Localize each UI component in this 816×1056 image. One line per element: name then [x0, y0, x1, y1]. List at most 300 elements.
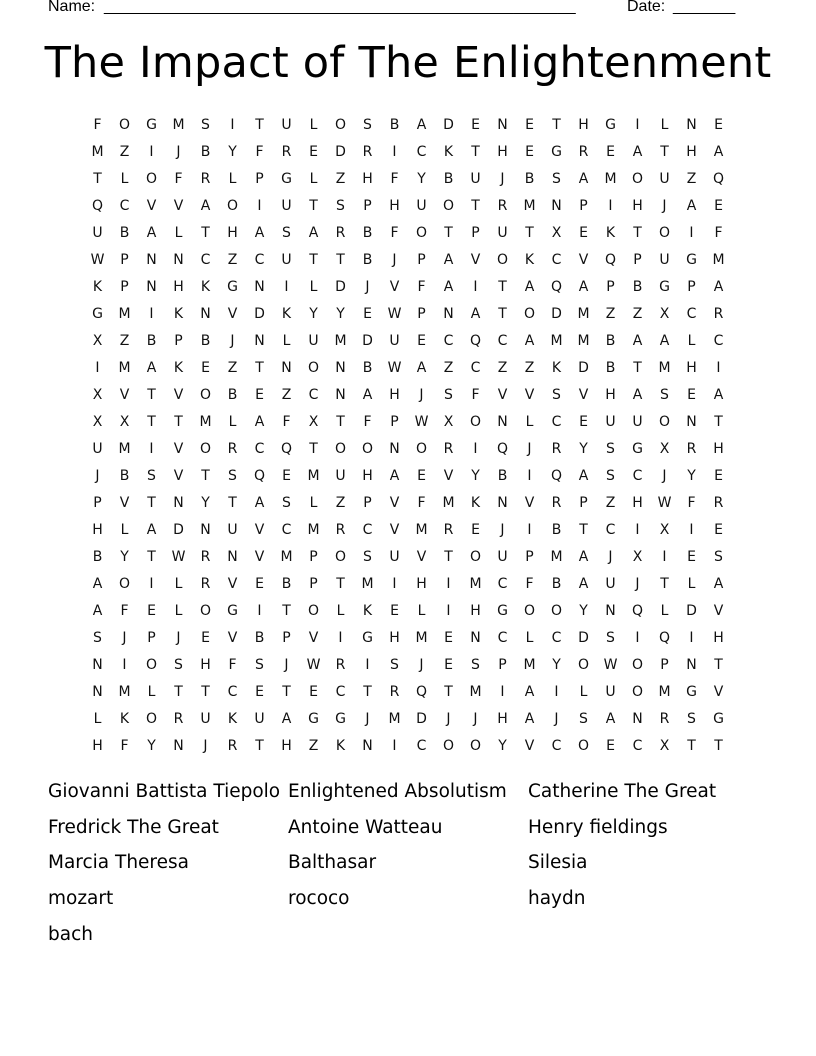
- grid-letter[interactable]: M: [658, 359, 671, 376]
- grid-letter[interactable]: L: [147, 683, 156, 700]
- grid-letter[interactable]: T: [147, 548, 156, 565]
- grid-letter[interactable]: O: [415, 440, 428, 457]
- grid-letter[interactable]: R: [173, 710, 184, 727]
- grid-letter[interactable]: R: [227, 440, 238, 457]
- grid-letter[interactable]: J: [176, 629, 181, 646]
- grid-letter[interactable]: H: [362, 170, 373, 187]
- grid-letter[interactable]: H: [632, 197, 643, 214]
- grid-letter[interactable]: R: [497, 197, 508, 214]
- grid-letter[interactable]: E: [714, 197, 723, 214]
- grid-letter[interactable]: X: [119, 413, 130, 430]
- grid-letter[interactable]: R: [713, 305, 724, 322]
- grid-letter[interactable]: R: [578, 143, 589, 160]
- grid-letter[interactable]: N: [146, 251, 157, 268]
- grid-letter[interactable]: G: [146, 116, 157, 133]
- grid-letter[interactable]: N: [281, 359, 292, 376]
- grid-letter[interactable]: O: [145, 656, 158, 673]
- grid-letter[interactable]: V: [713, 602, 724, 619]
- grid-letter[interactable]: N: [686, 413, 697, 430]
- grid-letter[interactable]: M: [604, 170, 617, 187]
- grid-letter[interactable]: P: [363, 494, 372, 511]
- grid-letter[interactable]: E: [525, 143, 534, 160]
- grid-letter[interactable]: O: [631, 170, 644, 187]
- grid-letter[interactable]: A: [146, 359, 157, 376]
- grid-letter[interactable]: X: [308, 413, 319, 430]
- grid-letter[interactable]: I: [392, 143, 397, 160]
- grid-letter[interactable]: B: [146, 332, 157, 349]
- grid-letter[interactable]: I: [392, 737, 397, 754]
- grid-letter[interactable]: U: [605, 683, 616, 700]
- grid-letter[interactable]: O: [118, 575, 131, 592]
- grid-letter[interactable]: D: [443, 116, 454, 133]
- grid-letter[interactable]: O: [118, 116, 131, 133]
- grid-letter[interactable]: C: [308, 386, 319, 403]
- grid-letter[interactable]: S: [282, 224, 291, 241]
- grid-letter[interactable]: I: [257, 602, 262, 619]
- grid-letter[interactable]: X: [92, 332, 103, 349]
- grid-letter[interactable]: O: [199, 386, 212, 403]
- grid-letter[interactable]: T: [552, 116, 561, 133]
- grid-letter[interactable]: N: [227, 548, 238, 565]
- grid-letter[interactable]: T: [498, 278, 507, 295]
- grid-letter[interactable]: T: [174, 683, 183, 700]
- grid-letter[interactable]: I: [365, 656, 370, 673]
- grid-letter[interactable]: M: [523, 656, 536, 673]
- grid-letter[interactable]: K: [551, 359, 562, 376]
- grid-letter[interactable]: E: [309, 683, 318, 700]
- grid-letter[interactable]: G: [632, 440, 643, 457]
- grid-letter[interactable]: G: [281, 170, 292, 187]
- grid-letter[interactable]: O: [145, 710, 158, 727]
- grid-letter[interactable]: I: [716, 359, 721, 376]
- grid-letter[interactable]: D: [416, 710, 427, 727]
- grid-letter[interactable]: P: [633, 251, 642, 268]
- grid-letter[interactable]: L: [687, 332, 696, 349]
- grid-letter[interactable]: G: [362, 629, 373, 646]
- grid-letter[interactable]: I: [257, 197, 262, 214]
- grid-letter[interactable]: H: [497, 143, 508, 160]
- grid-letter[interactable]: L: [660, 602, 669, 619]
- grid-letter[interactable]: D: [551, 305, 562, 322]
- grid-letter[interactable]: M: [361, 575, 374, 592]
- grid-letter[interactable]: L: [174, 575, 183, 592]
- grid-letter[interactable]: T: [633, 359, 642, 376]
- grid-letter[interactable]: Z: [605, 494, 616, 511]
- grid-letter[interactable]: L: [282, 332, 291, 349]
- grid-letter[interactable]: V: [173, 386, 184, 403]
- grid-letter[interactable]: O: [307, 359, 320, 376]
- grid-letter[interactable]: U: [389, 548, 400, 565]
- grid-letter[interactable]: E: [282, 467, 291, 484]
- grid-letter[interactable]: I: [635, 116, 640, 133]
- grid-letter[interactable]: I: [473, 278, 478, 295]
- grid-letter[interactable]: T: [336, 575, 345, 592]
- grid-letter[interactable]: C: [632, 467, 643, 484]
- grid-letter[interactable]: O: [523, 602, 536, 619]
- grid-letter[interactable]: I: [149, 575, 154, 592]
- grid-letter[interactable]: H: [470, 602, 481, 619]
- grid-letter[interactable]: D: [254, 305, 265, 322]
- grid-letter[interactable]: M: [550, 332, 563, 349]
- grid-letter[interactable]: R: [443, 521, 454, 538]
- grid-letter[interactable]: L: [93, 710, 102, 727]
- grid-letter[interactable]: M: [118, 440, 131, 457]
- grid-letter[interactable]: A: [254, 494, 265, 511]
- grid-letter[interactable]: O: [334, 548, 347, 565]
- grid-letter[interactable]: S: [606, 440, 615, 457]
- grid-letter[interactable]: E: [579, 224, 588, 241]
- grid-letter[interactable]: C: [362, 521, 373, 538]
- grid-letter[interactable]: J: [392, 251, 397, 268]
- grid-letter[interactable]: U: [281, 116, 292, 133]
- grid-letter[interactable]: K: [92, 278, 103, 295]
- grid-letter[interactable]: P: [687, 278, 696, 295]
- grid-letter[interactable]: A: [578, 548, 589, 565]
- grid-letter[interactable]: C: [335, 683, 346, 700]
- grid-letter[interactable]: O: [577, 656, 590, 673]
- grid-letter[interactable]: O: [658, 413, 671, 430]
- grid-letter[interactable]: D: [362, 332, 373, 349]
- grid-letter[interactable]: M: [469, 683, 482, 700]
- grid-letter[interactable]: N: [497, 494, 508, 511]
- grid-letter[interactable]: D: [335, 278, 346, 295]
- grid-letter[interactable]: P: [660, 656, 669, 673]
- grid-letter[interactable]: M: [172, 116, 185, 133]
- grid-letter[interactable]: V: [173, 197, 184, 214]
- grid-letter[interactable]: J: [554, 710, 559, 727]
- grid-letter[interactable]: I: [635, 629, 640, 646]
- grid-letter[interactable]: O: [334, 116, 347, 133]
- date-field-line[interactable]: _______: [673, 0, 736, 15]
- grid-letter[interactable]: M: [91, 143, 104, 160]
- grid-letter[interactable]: J: [500, 521, 505, 538]
- grid-letter[interactable]: Z: [497, 359, 508, 376]
- grid-letter[interactable]: E: [363, 305, 372, 322]
- grid-letter[interactable]: E: [471, 116, 480, 133]
- grid-letter[interactable]: J: [176, 143, 181, 160]
- grid-letter[interactable]: T: [633, 224, 642, 241]
- grid-letter[interactable]: R: [686, 440, 697, 457]
- grid-letter[interactable]: M: [388, 710, 401, 727]
- grid-letter[interactable]: E: [201, 359, 210, 376]
- grid-letter[interactable]: H: [416, 575, 427, 592]
- grid-letter[interactable]: S: [282, 494, 291, 511]
- grid-letter[interactable]: I: [473, 440, 478, 457]
- grid-letter[interactable]: N: [362, 737, 373, 754]
- grid-letter[interactable]: P: [525, 548, 534, 565]
- grid-letter[interactable]: S: [336, 197, 345, 214]
- grid-letter[interactable]: G: [605, 116, 616, 133]
- grid-letter[interactable]: C: [551, 413, 562, 430]
- grid-letter[interactable]: T: [687, 737, 696, 754]
- grid-letter[interactable]: I: [689, 224, 694, 241]
- grid-letter[interactable]: Z: [281, 386, 292, 403]
- grid-letter[interactable]: P: [174, 332, 183, 349]
- grid-letter[interactable]: N: [497, 413, 508, 430]
- grid-letter[interactable]: A: [146, 224, 157, 241]
- grid-letter[interactable]: S: [552, 386, 561, 403]
- grid-letter[interactable]: Q: [253, 467, 266, 484]
- grid-letter[interactable]: R: [227, 737, 238, 754]
- grid-letter[interactable]: F: [390, 170, 399, 187]
- grid-letter[interactable]: B: [497, 467, 508, 484]
- grid-letter[interactable]: E: [606, 143, 615, 160]
- grid-letter[interactable]: C: [200, 251, 211, 268]
- grid-letter[interactable]: V: [173, 467, 184, 484]
- grid-letter[interactable]: M: [523, 197, 536, 214]
- grid-letter[interactable]: Z: [335, 494, 346, 511]
- grid-letter[interactable]: H: [389, 197, 400, 214]
- grid-letter[interactable]: X: [632, 548, 643, 565]
- grid-letter[interactable]: U: [659, 251, 670, 268]
- grid-letter[interactable]: O: [550, 602, 563, 619]
- grid-letter[interactable]: E: [147, 602, 156, 619]
- grid-letter[interactable]: A: [524, 332, 535, 349]
- grid-letter[interactable]: E: [390, 602, 399, 619]
- grid-letter[interactable]: T: [471, 143, 480, 160]
- grid-letter[interactable]: O: [496, 251, 509, 268]
- grid-letter[interactable]: V: [119, 386, 130, 403]
- grid-letter[interactable]: A: [632, 143, 643, 160]
- grid-letter[interactable]: Y: [579, 602, 588, 619]
- grid-letter[interactable]: Y: [336, 305, 345, 322]
- grid-letter[interactable]: M: [280, 548, 293, 565]
- grid-letter[interactable]: T: [444, 224, 453, 241]
- grid-letter[interactable]: G: [686, 683, 697, 700]
- grid-letter[interactable]: T: [309, 197, 318, 214]
- grid-letter[interactable]: T: [363, 683, 372, 700]
- grid-letter[interactable]: R: [200, 548, 211, 565]
- grid-letter[interactable]: K: [200, 278, 211, 295]
- grid-letter[interactable]: A: [686, 197, 697, 214]
- grid-letter[interactable]: W: [414, 413, 429, 430]
- grid-letter[interactable]: L: [174, 224, 183, 241]
- grid-letter[interactable]: C: [281, 521, 292, 538]
- grid-letter[interactable]: S: [660, 386, 669, 403]
- grid-letter[interactable]: O: [577, 737, 590, 754]
- grid-letter[interactable]: T: [336, 251, 345, 268]
- grid-letter[interactable]: Q: [604, 251, 617, 268]
- grid-letter[interactable]: M: [118, 305, 131, 322]
- grid-letter[interactable]: L: [309, 116, 318, 133]
- grid-letter[interactable]: G: [659, 278, 670, 295]
- grid-letter[interactable]: F: [255, 143, 264, 160]
- grid-letter[interactable]: A: [362, 386, 373, 403]
- grid-letter[interactable]: T: [255, 359, 264, 376]
- grid-letter[interactable]: S: [147, 467, 156, 484]
- grid-letter[interactable]: K: [524, 251, 535, 268]
- grid-letter[interactable]: P: [120, 278, 129, 295]
- grid-letter[interactable]: U: [416, 197, 427, 214]
- grid-letter[interactable]: I: [554, 683, 559, 700]
- grid-letter[interactable]: Q: [415, 683, 428, 700]
- grid-letter[interactable]: Z: [524, 359, 535, 376]
- grid-letter[interactable]: H: [389, 386, 400, 403]
- grid-letter[interactable]: B: [119, 224, 130, 241]
- grid-letter[interactable]: F: [471, 386, 480, 403]
- grid-letter[interactable]: O: [523, 305, 536, 322]
- grid-letter[interactable]: I: [662, 548, 667, 565]
- grid-letter[interactable]: T: [660, 143, 669, 160]
- grid-letter[interactable]: T: [147, 386, 156, 403]
- grid-letter[interactable]: C: [443, 332, 454, 349]
- grid-letter[interactable]: L: [228, 413, 237, 430]
- grid-letter[interactable]: S: [687, 710, 696, 727]
- grid-letter[interactable]: V: [227, 305, 238, 322]
- grid-letter[interactable]: B: [119, 467, 130, 484]
- grid-letter[interactable]: E: [714, 467, 723, 484]
- grid-letter[interactable]: U: [605, 413, 616, 430]
- grid-letter[interactable]: V: [470, 251, 481, 268]
- grid-letter[interactable]: T: [228, 494, 237, 511]
- grid-letter[interactable]: Y: [471, 467, 480, 484]
- grid-letter[interactable]: V: [443, 467, 454, 484]
- grid-letter[interactable]: C: [686, 305, 697, 322]
- grid-letter[interactable]: X: [92, 386, 103, 403]
- grid-letter[interactable]: F: [93, 116, 102, 133]
- grid-letter[interactable]: N: [605, 602, 616, 619]
- grid-letter[interactable]: F: [417, 278, 426, 295]
- grid-letter[interactable]: Q: [550, 278, 563, 295]
- grid-letter[interactable]: V: [254, 521, 265, 538]
- grid-letter[interactable]: X: [659, 305, 670, 322]
- grid-letter[interactable]: T: [201, 224, 210, 241]
- grid-letter[interactable]: C: [119, 197, 130, 214]
- grid-letter[interactable]: O: [145, 170, 158, 187]
- grid-letter[interactable]: L: [309, 170, 318, 187]
- grid-letter[interactable]: I: [338, 629, 343, 646]
- grid-letter[interactable]: Q: [712, 170, 725, 187]
- grid-letter[interactable]: N: [92, 656, 103, 673]
- grid-letter[interactable]: V: [254, 548, 265, 565]
- grid-letter[interactable]: J: [230, 332, 235, 349]
- grid-letter[interactable]: V: [416, 548, 427, 565]
- grid-letter[interactable]: T: [309, 440, 318, 457]
- grid-letter[interactable]: Q: [469, 332, 482, 349]
- grid-letter[interactable]: X: [443, 413, 454, 430]
- grid-letter[interactable]: H: [605, 386, 616, 403]
- grid-letter[interactable]: D: [335, 143, 346, 160]
- grid-letter[interactable]: L: [579, 683, 588, 700]
- grid-letter[interactable]: D: [173, 521, 184, 538]
- grid-letter[interactable]: W: [657, 494, 672, 511]
- grid-letter[interactable]: C: [551, 737, 562, 754]
- grid-letter[interactable]: A: [470, 305, 481, 322]
- grid-letter[interactable]: S: [552, 170, 561, 187]
- grid-letter[interactable]: Q: [280, 440, 293, 457]
- grid-letter[interactable]: O: [658, 224, 671, 241]
- grid-letter[interactable]: V: [497, 386, 508, 403]
- grid-letter[interactable]: T: [471, 197, 480, 214]
- grid-letter[interactable]: Y: [498, 737, 507, 754]
- grid-letter[interactable]: N: [254, 332, 265, 349]
- grid-letter[interactable]: P: [363, 197, 372, 214]
- grid-letter[interactable]: O: [334, 440, 347, 457]
- grid-letter[interactable]: H: [686, 359, 697, 376]
- grid-letter[interactable]: T: [93, 170, 102, 187]
- grid-letter[interactable]: A: [200, 197, 211, 214]
- grid-letter[interactable]: R: [713, 494, 724, 511]
- grid-letter[interactable]: I: [122, 656, 127, 673]
- grid-letter[interactable]: E: [309, 143, 318, 160]
- grid-letter[interactable]: B: [362, 224, 373, 241]
- grid-letter[interactable]: Z: [335, 170, 346, 187]
- grid-letter[interactable]: C: [605, 521, 616, 538]
- grid-letter[interactable]: U: [92, 440, 103, 457]
- grid-letter[interactable]: P: [579, 197, 588, 214]
- grid-letter[interactable]: V: [389, 494, 400, 511]
- grid-letter[interactable]: J: [203, 737, 208, 754]
- grid-letter[interactable]: G: [227, 602, 238, 619]
- grid-letter[interactable]: T: [174, 413, 183, 430]
- grid-letter[interactable]: C: [254, 251, 265, 268]
- grid-letter[interactable]: A: [308, 224, 319, 241]
- grid-letter[interactable]: C: [254, 440, 265, 457]
- grid-letter[interactable]: V: [389, 521, 400, 538]
- grid-letter[interactable]: B: [605, 359, 616, 376]
- grid-letter[interactable]: G: [308, 710, 319, 727]
- grid-letter[interactable]: A: [389, 467, 400, 484]
- grid-letter[interactable]: B: [227, 386, 238, 403]
- grid-letter[interactable]: F: [363, 413, 372, 430]
- grid-letter[interactable]: O: [226, 197, 239, 214]
- grid-letter[interactable]: E: [525, 116, 534, 133]
- grid-letter[interactable]: E: [417, 467, 426, 484]
- grid-letter[interactable]: A: [524, 710, 535, 727]
- grid-letter[interactable]: H: [632, 494, 643, 511]
- grid-letter[interactable]: Y: [579, 440, 588, 457]
- grid-letter[interactable]: N: [470, 629, 481, 646]
- grid-letter[interactable]: R: [335, 521, 346, 538]
- grid-letter[interactable]: O: [199, 602, 212, 619]
- grid-letter[interactable]: Q: [658, 629, 671, 646]
- grid-letter[interactable]: G: [497, 602, 508, 619]
- grid-letter[interactable]: T: [579, 521, 588, 538]
- grid-letter[interactable]: Z: [686, 170, 697, 187]
- grid-letter[interactable]: M: [307, 467, 320, 484]
- grid-letter[interactable]: A: [92, 602, 103, 619]
- grid-letter[interactable]: E: [579, 413, 588, 430]
- grid-letter[interactable]: Y: [552, 656, 561, 673]
- grid-letter[interactable]: N: [173, 251, 184, 268]
- grid-letter[interactable]: X: [659, 737, 670, 754]
- grid-letter[interactable]: J: [662, 197, 667, 214]
- grid-letter[interactable]: G: [686, 251, 697, 268]
- grid-letter[interactable]: M: [199, 413, 212, 430]
- grid-letter[interactable]: Q: [91, 197, 104, 214]
- grid-letter[interactable]: Z: [119, 332, 130, 349]
- grid-letter[interactable]: Z: [119, 143, 130, 160]
- grid-letter[interactable]: C: [551, 251, 562, 268]
- grid-letter[interactable]: I: [500, 683, 505, 700]
- grid-letter[interactable]: A: [524, 278, 535, 295]
- grid-letter[interactable]: K: [173, 359, 184, 376]
- grid-letter[interactable]: C: [416, 143, 427, 160]
- grid-letter[interactable]: J: [446, 710, 451, 727]
- grid-letter[interactable]: L: [525, 413, 534, 430]
- grid-letter[interactable]: V: [173, 440, 184, 457]
- grid-letter[interactable]: T: [660, 575, 669, 592]
- grid-letter[interactable]: N: [389, 440, 400, 457]
- grid-letter[interactable]: V: [119, 494, 130, 511]
- grid-letter[interactable]: S: [363, 116, 372, 133]
- grid-letter[interactable]: E: [714, 521, 723, 538]
- grid-letter[interactable]: T: [336, 413, 345, 430]
- grid-letter[interactable]: E: [606, 737, 615, 754]
- grid-letter[interactable]: U: [281, 251, 292, 268]
- grid-letter[interactable]: U: [92, 224, 103, 241]
- grid-letter[interactable]: F: [714, 224, 723, 241]
